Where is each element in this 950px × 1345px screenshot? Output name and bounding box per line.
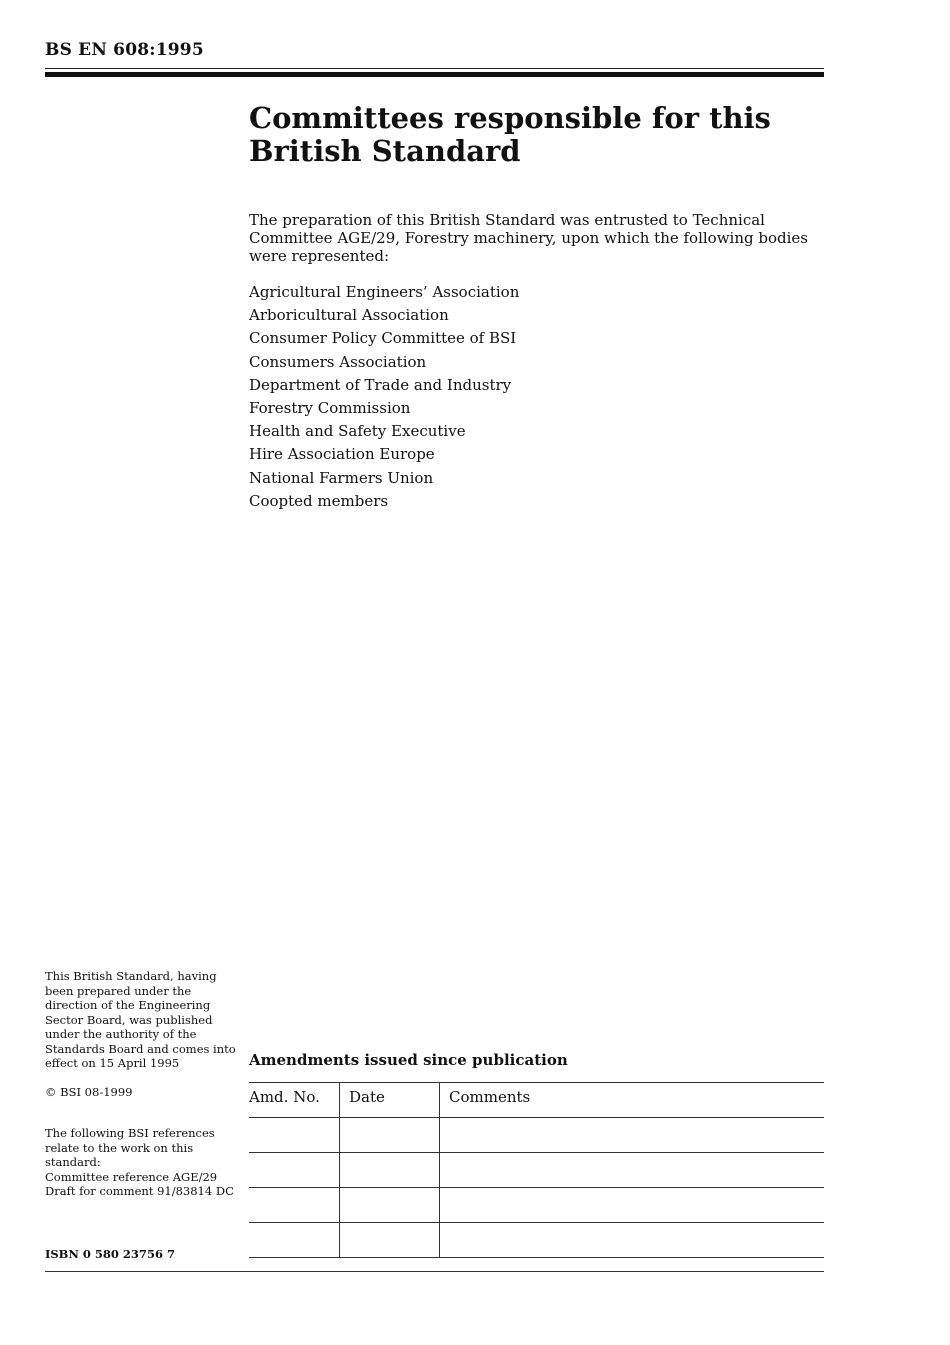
column-header-comments: Comments: [440, 1083, 825, 1118]
table-cell: [340, 1188, 440, 1223]
page-title: [249, 102, 809, 168]
list-item: Agricultural Engineers’ Association: [249, 283, 520, 301]
footer-rule: [45, 1271, 824, 1272]
table-row: [249, 1118, 824, 1153]
table-cell: [440, 1153, 825, 1188]
column-header-date: Date: [340, 1083, 440, 1118]
copyright-notice: © BSI 08-1999: [45, 1084, 133, 1099]
document-id: BS EN 608:1995: [45, 40, 204, 60]
represented-bodies-list: [249, 281, 519, 513]
table-cell: [340, 1118, 440, 1153]
publication-note: This British Standard, having been prepared under the direction of the Engineering Sector Board, was published under the authority of the Standards Board and comes into effect on 15 April 1995: [45, 969, 236, 1070]
intro-paragraph: The preparation of this British Standard was entrusted to Technical Committee AGE/29, Forestry machinery, upon which the following bodies were represented:: [249, 211, 808, 265]
list-item: Forestry Commission: [249, 399, 411, 418]
list-item: National Farmers Union: [249, 468, 434, 487]
table-cell: [440, 1188, 825, 1223]
publication-sidebar: [45, 969, 245, 1199]
isbn: ISBN 0 580 23756 7: [45, 1247, 175, 1261]
table-cell: [340, 1223, 440, 1258]
amendments-title: Amendments issued since publication: [249, 1051, 568, 1069]
references-intro: The following BSI references relate to the work on this standard:: [45, 1126, 215, 1169]
list-item: Coopted members: [249, 491, 389, 510]
committee-reference: Committee reference AGE/29: [45, 1169, 218, 1184]
page-title-line-1: Committees responsible for this: [249, 101, 771, 135]
draft-reference: Draft for comment 91/83814 DC: [45, 1184, 234, 1198]
table-header-row: [249, 1083, 824, 1118]
amendments-table: [249, 1082, 824, 1258]
list-item: Consumers Association: [249, 352, 427, 371]
table-cell: [249, 1188, 340, 1223]
page-title-line-2: British Standard: [249, 134, 521, 168]
table-cell: [440, 1223, 825, 1258]
list-item: Department of Trade and Industry: [249, 375, 512, 394]
table-cell: [249, 1118, 340, 1153]
table-cell: [249, 1223, 340, 1258]
list-item: Hire Association Europe: [249, 445, 435, 464]
table-row: [249, 1188, 824, 1223]
table-cell: [249, 1153, 340, 1188]
table-cell: [340, 1153, 440, 1188]
list-item: Arboricultural Association: [249, 306, 449, 325]
table-row: [249, 1153, 824, 1188]
header-rule-thin: [45, 68, 824, 69]
list-item: Consumer Policy Committee of BSI: [249, 329, 517, 348]
column-header-amd-no: Amd. No.: [249, 1083, 340, 1118]
table-cell: [440, 1118, 825, 1153]
table-row: [249, 1223, 824, 1258]
header-rule-thick: [45, 72, 824, 77]
list-item: Health and Safety Executive: [249, 422, 466, 441]
